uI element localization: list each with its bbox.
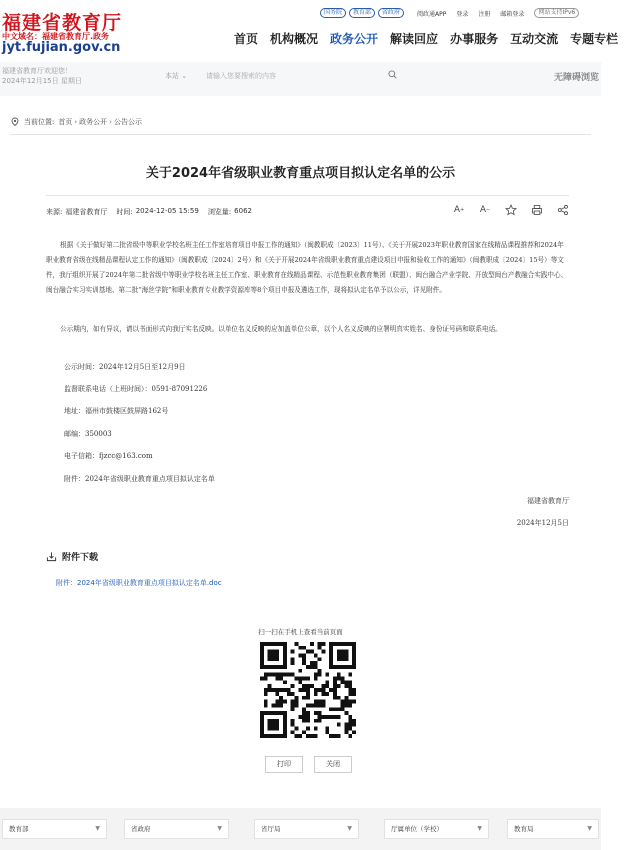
footer-select-affiliates-value: 厅属单位（学校） [391, 825, 443, 833]
divider [10, 134, 591, 135]
chevron-down-icon: ▼ [217, 825, 222, 832]
article-paragraph: 根据《关于做好第二批省级中等职业学校名班主任工作室培育项目申报工作的通知》（闽教职成〔2023〕11号）、《关于开展2023年职业教育国家在线精品课程推荐和2024年职业教育省级在线精品课程认定工作的通知》（闽教职成〔2024〕2号）和《关于开展2024年省级职业教育重点建设项目申报和验收工作的通知》（闽教职成〔2024〕15号）等文件，我厅组织开展了2024年第二批省级中等职业学校名班主任工作室、职业教育在线精品课程、示范性职业教育集团（联盟）、闽台融合产业学院、开放型闽台产教融合实践中心、闽台融合实习实训基地、第二批“海丝学院”和职业教育专业教学资源库等8个项目申报及遴选工作，现将拟认定名单予以公示，详见附件。 [46, 241, 568, 294]
breadcrumb-gov-info[interactable]: 政务公开 [79, 118, 108, 126]
footer-select-edu-bureau[interactable] [507, 819, 599, 839]
site-logo[interactable]: 福建省教育厅 [2, 12, 123, 34]
article-title: 关于2024年省级职业教育重点项目拟认定名单的公示 [145, 166, 456, 181]
footer-select-bureaus-value: 省厅局 [261, 825, 281, 833]
postal-code: 邮编：350003 [64, 430, 112, 438]
breadcrumb-separator: › [109, 118, 112, 126]
chevron-down-icon: ▼ [587, 825, 592, 832]
article-paragraph: 公示期内，如有异议，请以书面形式向我厅实名反映。以单位名义反映的应加盖单位公章，以个人名义反映的应署明真实姓名、身份证号码和联系电话。 [60, 325, 502, 333]
views-label: 浏览量: [207, 208, 232, 216]
nav-services[interactable]: 办事服务 [450, 32, 499, 46]
barrier-free-button[interactable]: 无障碍浏览 [553, 73, 599, 83]
chevron-down-icon: ⌄ [181, 72, 188, 80]
link-login[interactable]: 登录 [456, 10, 469, 18]
signature-date: 2024年12月5日 [516, 519, 569, 527]
attachments-heading-text: 附件下载 [62, 553, 99, 563]
nav-home[interactable]: 首页 [234, 32, 259, 46]
site-header [0, 0, 619, 62]
welcome-text [2, 66, 82, 86]
notice-period: 公示时间：2024年12月5日至12月9日 [64, 363, 186, 371]
download-icon [46, 551, 57, 562]
print-icon[interactable] [531, 204, 543, 216]
chevron-down-icon: ▼ [95, 825, 100, 832]
top-links-bar [320, 7, 579, 19]
footer-select-edu-bureau-value: 教育局 [514, 825, 534, 833]
link-mail-login[interactable]: 邮箱登录 [500, 10, 525, 18]
nav-topics[interactable]: 专题专栏 [570, 32, 619, 46]
contact-address: 地址：福州市鼓楼区鼓屏路162号 [64, 407, 169, 415]
print-button[interactable]: 打印 [265, 756, 303, 773]
nav-about[interactable]: 机构概况 [270, 32, 319, 46]
article-tools [439, 204, 569, 216]
breadcrumb-notices[interactable]: 公告公示 [113, 118, 142, 126]
contact-email: 电子信箱：fjzcc@163.com [64, 452, 153, 460]
chevron-down-icon: ▼ [477, 825, 482, 832]
attachment-note: 附件：2024年省级职业教育重点项目拟认定名单 [64, 475, 215, 483]
article-meta [46, 207, 255, 217]
star-icon[interactable] [505, 204, 517, 216]
attachments-heading [46, 550, 98, 563]
main-nav [234, 30, 630, 47]
link-register[interactable]: 注册 [478, 10, 491, 18]
footer-select-ministry[interactable] [2, 819, 107, 839]
breadcrumb-home[interactable]: 首页 [58, 118, 73, 126]
breadcrumb [10, 117, 142, 127]
search-input[interactable]: 请输入您要搜索的内容 [206, 72, 276, 80]
qr-code [260, 642, 356, 738]
logo-domain-cn: 中文域名：福建省教育厅.政务 [2, 32, 110, 41]
footer-select-province[interactable] [124, 819, 229, 839]
font-increase-icon[interactable]: A + [453, 205, 465, 215]
link-state-council[interactable]: 国务院 [320, 8, 346, 18]
breadcrumb-label: 当前位置: [24, 118, 55, 126]
location-pin-icon [10, 117, 20, 127]
welcome-message: 福建省教育厅欢迎您！ [2, 67, 72, 75]
contact-phone: 监督联系电话（上班时间）：0591-87091226 [64, 385, 208, 393]
views-value: 6062 [234, 207, 252, 215]
footer-select-affiliates[interactable] [384, 819, 489, 839]
info-bar [0, 62, 601, 96]
signature-org: 福建省教育厅 [527, 497, 569, 505]
footer-select-bureaus[interactable] [254, 819, 359, 839]
footer-select-province-value: 省政府 [131, 825, 151, 833]
time-value: 2024-12-05 15:59 [135, 207, 199, 215]
link-app[interactable]: 阅政通APP [417, 10, 447, 18]
footer-select-ministry-value: 教育部 [9, 825, 29, 833]
attachment-download-link[interactable]: 附件：2024年省级职业教育重点项目拟认定名单.doc [56, 579, 222, 587]
share-icon[interactable] [557, 204, 569, 216]
source-value: 福建省教育厅 [65, 208, 108, 216]
footer-links [0, 808, 601, 850]
breadcrumb-separator: › [74, 118, 78, 126]
logo-domain-url: jyt.fujian.gov.cn [2, 40, 121, 55]
close-button[interactable]: 关闭 [314, 756, 352, 773]
time-label: 时间: [116, 208, 133, 216]
ipv6-badge: 网站支持IPv6 [534, 8, 579, 18]
font-decrease-icon[interactable]: A − [479, 205, 491, 215]
source-label: 来源: [46, 208, 63, 216]
current-date: 2024年12月15日 星期日 [2, 77, 82, 85]
search-icon[interactable] [388, 70, 397, 79]
link-province-gov[interactable]: 省政府 [378, 8, 404, 18]
nav-interaction[interactable]: 互动交流 [510, 32, 559, 46]
qr-caption: 扫一扫在手机上查看当前页面 [258, 628, 343, 636]
chevron-down-icon: ▼ [347, 825, 352, 832]
search-scope-select[interactable] [165, 71, 187, 81]
link-ministry-education[interactable]: 教育部 [349, 8, 375, 18]
search-scope-value: 本站 [165, 72, 179, 80]
divider [46, 195, 569, 196]
nav-gov-info[interactable]: 政务公开 [330, 32, 379, 46]
nav-interpretation[interactable]: 解读回应 [390, 32, 439, 46]
